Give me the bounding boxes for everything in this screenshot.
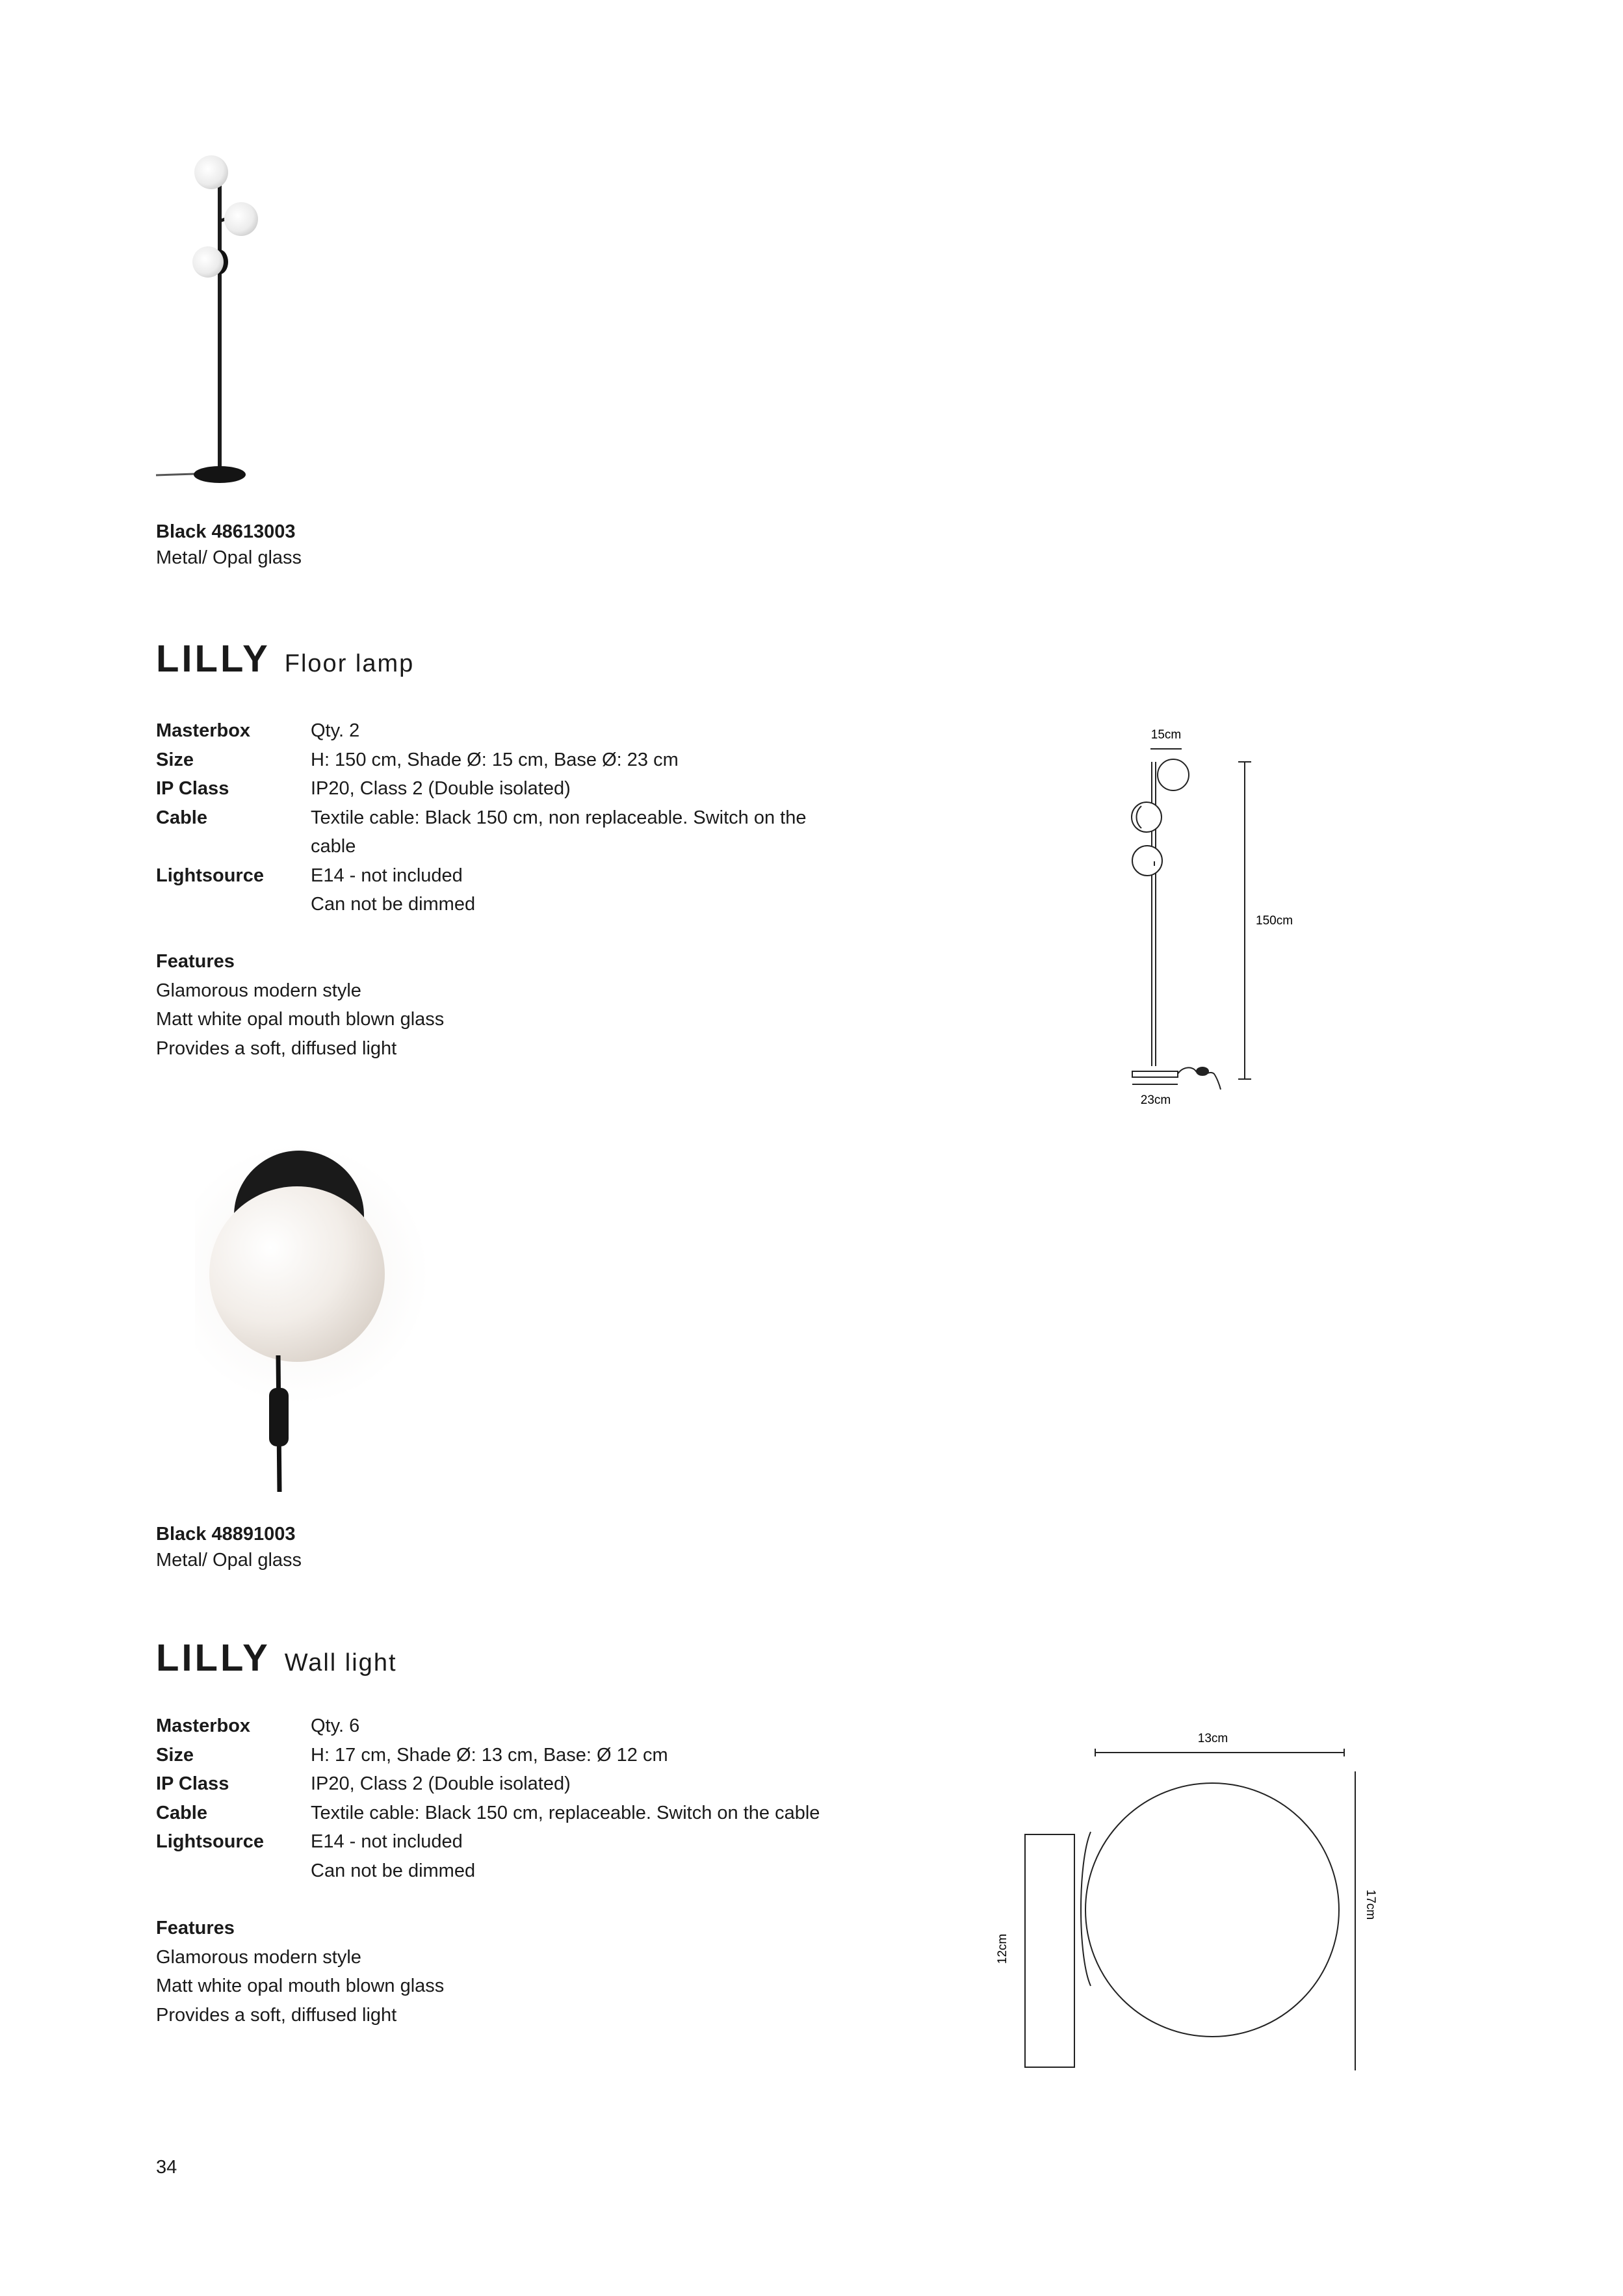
spec-row-ip-class xyxy=(156,774,884,803)
feature-item: Provides a soft, diffused light xyxy=(156,2004,397,2026)
spec-value: E14 - not included xyxy=(311,1831,463,1852)
spec-value: IP20, Class 2 (Double isolated) xyxy=(311,778,571,799)
spec-value: Can not be dimmed xyxy=(311,894,476,915)
dimension-width: 13cm xyxy=(1197,1732,1228,1745)
spec-value: E14 - not included xyxy=(311,865,463,886)
spec-value: cable xyxy=(311,836,356,857)
spec-value: Can not be dimmed xyxy=(311,1860,476,1881)
spec-row-cable xyxy=(156,1799,884,1828)
spec-label: Masterbox xyxy=(156,720,251,741)
wall-light-drawing xyxy=(975,1716,1404,2080)
spec-row-ip-class xyxy=(156,1769,884,1799)
spec-label: Cable xyxy=(156,807,207,828)
features-heading: Features xyxy=(156,1918,235,1938)
feature-item: Matt white opal mouth blown glass xyxy=(156,1009,445,1030)
color-code: Black 48891003 xyxy=(156,1524,296,1545)
dimension-height: 150cm xyxy=(1256,914,1293,928)
spec-value: H: 17 cm, Shade Ø: 13 cm, Base: Ø 12 cm xyxy=(311,1744,668,1766)
feature-item: Provides a soft, diffused light xyxy=(156,1037,397,1059)
material: Metal/ Opal glass xyxy=(156,547,302,568)
dimension-shade: 15cm xyxy=(1150,728,1182,742)
spec-row-lightsource xyxy=(156,1827,884,1885)
spec-label: Masterbox xyxy=(156,1715,251,1736)
spec-value: IP20, Class 2 (Double isolated) xyxy=(311,1773,571,1794)
spec-label: IP Class xyxy=(156,1773,229,1794)
spec-table xyxy=(156,1712,884,1885)
spec-table xyxy=(156,716,884,919)
feature-item: Matt white opal mouth blown glass xyxy=(156,1976,445,1996)
spec-value: Textile cable: Black 150 cm, replaceable. Switch on the cable xyxy=(311,1802,820,1823)
spec-row-masterbox xyxy=(156,1712,884,1741)
spec-label: Lightsource xyxy=(156,1831,264,1852)
spec-label: Size xyxy=(156,749,194,770)
spec-label: IP Class xyxy=(156,778,229,799)
product-caption xyxy=(156,1521,302,1573)
floor-lamp-drawing xyxy=(1105,715,1300,1131)
spec-row-size xyxy=(156,1741,884,1770)
spec-row-cable xyxy=(156,803,884,861)
product-title xyxy=(156,1636,397,1688)
features-list xyxy=(156,1914,444,2029)
color-code: Black 48613003 xyxy=(156,521,296,542)
product-type: Floor lamp xyxy=(284,650,415,677)
product-name: LILLY xyxy=(156,1637,270,1679)
spec-value: Qty. 2 xyxy=(311,720,360,741)
features-heading: Features xyxy=(156,951,235,972)
spec-label: Lightsource xyxy=(156,865,264,886)
product-caption xyxy=(156,519,302,571)
spec-value: Textile cable: Black 150 cm, non replaceable. Switch on the xyxy=(311,807,807,828)
page-number: 34 xyxy=(156,2157,177,2178)
spec-label: Size xyxy=(156,1744,194,1766)
dimension-base: 23cm xyxy=(1140,1093,1171,1107)
spec-label: Cable xyxy=(156,1802,207,1823)
product-type: Wall light xyxy=(284,1649,397,1676)
spec-row-lightsource xyxy=(156,861,884,919)
product-name: LILLY xyxy=(156,638,270,680)
features-list xyxy=(156,947,444,1063)
product-title xyxy=(156,637,414,689)
spec-row-size xyxy=(156,746,884,775)
dimension-base: 12cm xyxy=(996,1933,1009,1964)
wall-light-photo xyxy=(195,1141,448,1492)
material: Metal/ Opal glass xyxy=(156,1550,302,1571)
spec-row-masterbox xyxy=(156,716,884,746)
dimension-height: 17cm xyxy=(1364,1889,1377,1920)
feature-item: Glamorous modern style xyxy=(156,980,361,1001)
feature-item: Glamorous modern style xyxy=(156,1946,361,1968)
spec-value: Qty. 6 xyxy=(311,1715,360,1736)
spec-value: H: 150 cm, Shade Ø: 15 cm, Base Ø: 23 cm xyxy=(311,749,679,770)
floor-lamp-photo xyxy=(149,146,325,494)
